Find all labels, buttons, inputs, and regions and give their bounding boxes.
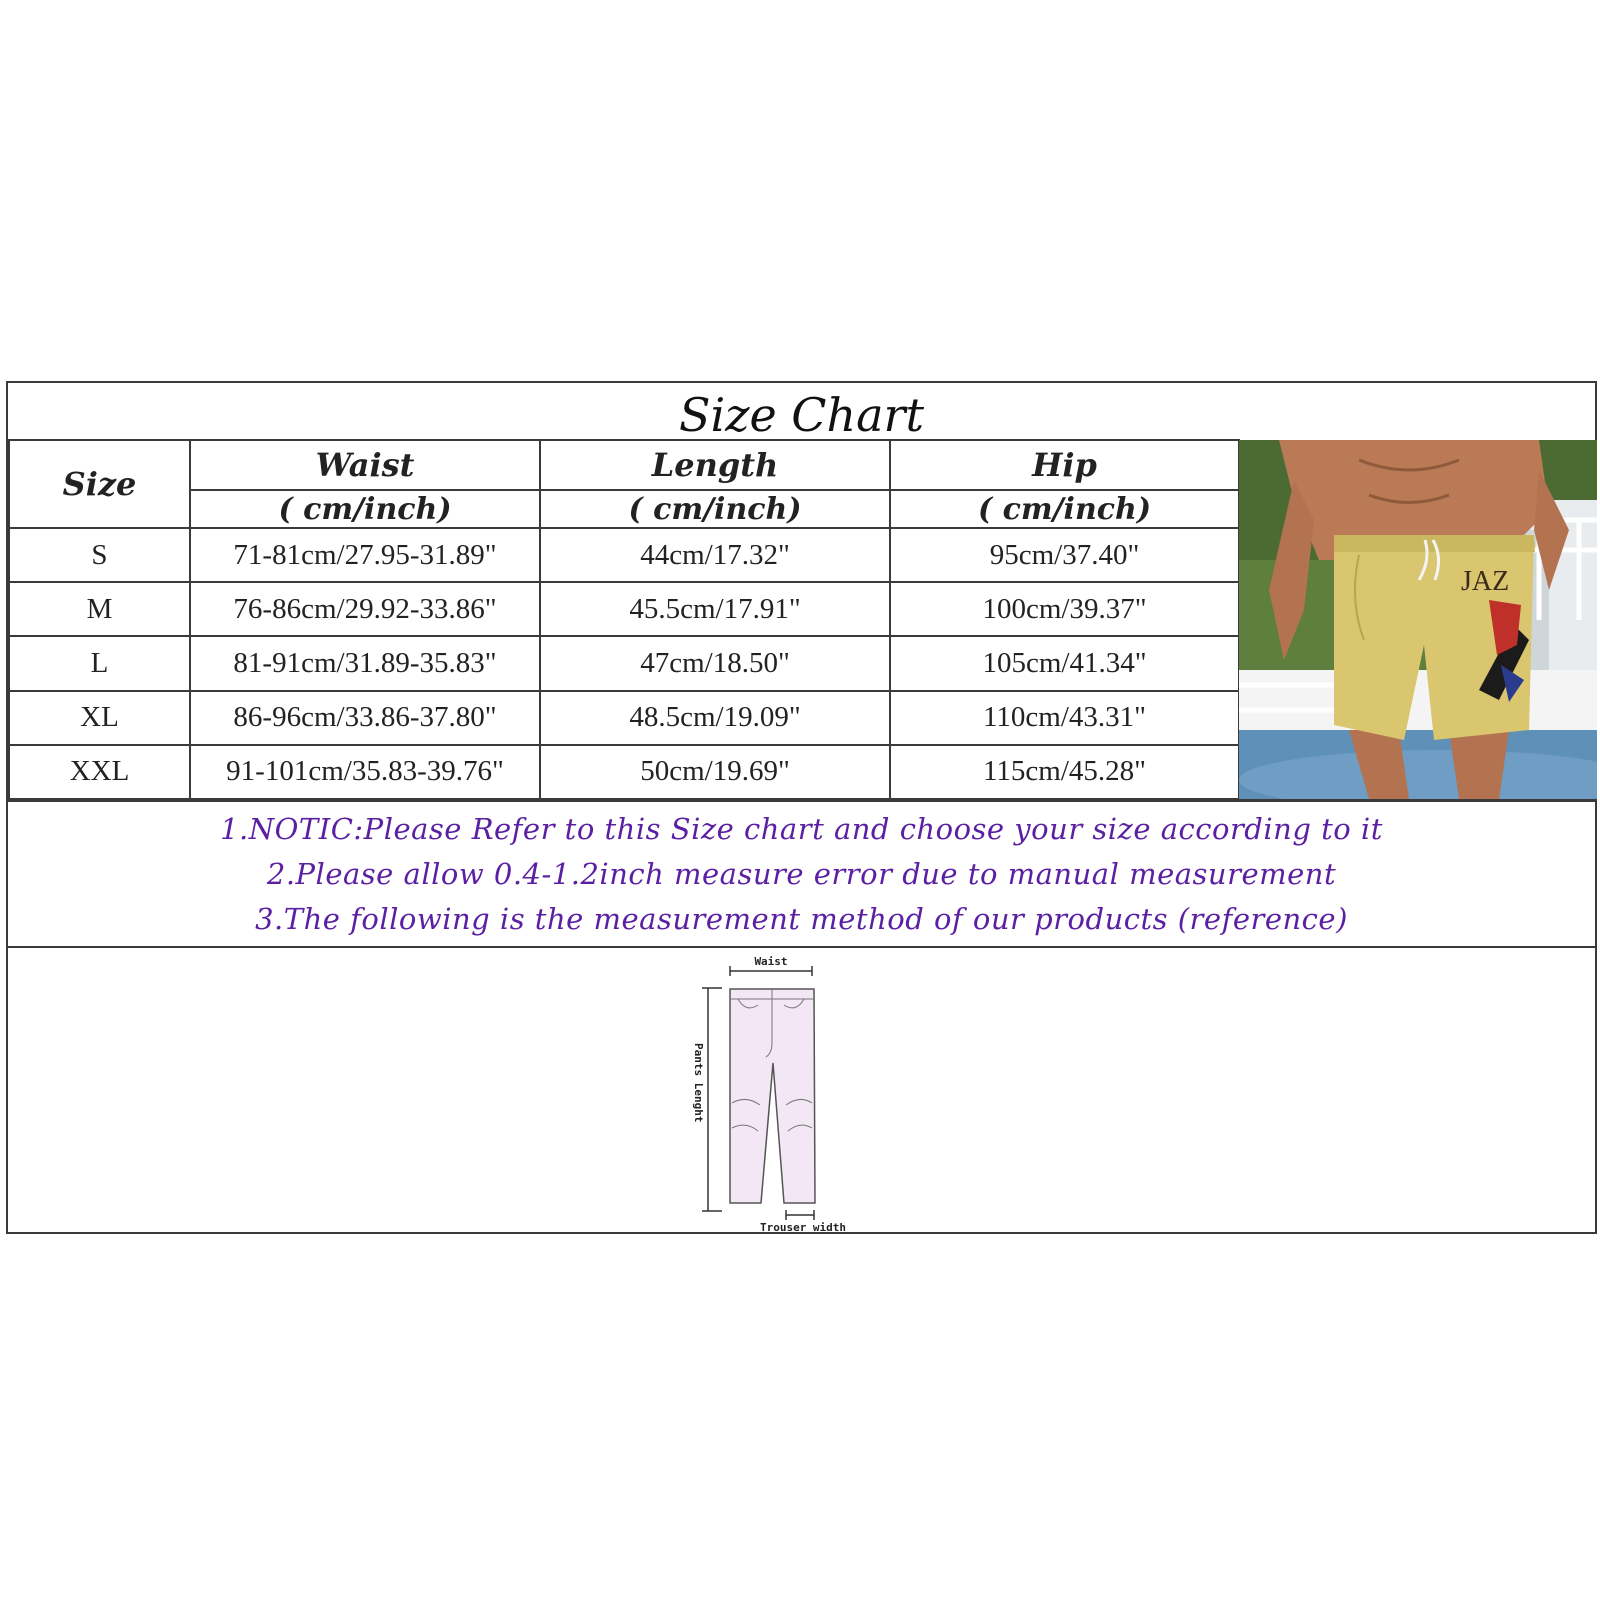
waist-label: Waist <box>754 955 788 968</box>
waist-unit: ( cm/inch) <box>190 490 540 528</box>
hip-unit: ( cm/inch) <box>890 490 1239 528</box>
pants-length-label: Pants Lenght <box>692 1043 705 1123</box>
hip-cell: 100cm/39.37" <box>890 582 1239 636</box>
measurement-diagram <box>688 953 878 1233</box>
waist-cell: 91-101cm/35.83-39.76" <box>190 745 540 799</box>
waist-cell: 76-86cm/29.92-33.86" <box>190 582 540 636</box>
chart-title: Size Chart <box>678 388 925 442</box>
waist-cell: 81-91cm/31.89-35.83" <box>190 636 540 690</box>
note-1: 1.NOTIC:Please Refer to this Size chart and choose your size according to it <box>220 812 1383 846</box>
size-cell: XL <box>9 691 190 745</box>
size-chart <box>6 381 1597 1234</box>
notes-section <box>8 800 1595 948</box>
product-photo <box>1239 440 1597 801</box>
table-row <box>9 528 1239 582</box>
table-row <box>9 691 1239 745</box>
length-cell: 44cm/17.32" <box>540 528 890 582</box>
length-header: Length <box>540 440 890 490</box>
note-3: 3.The following is the measurement method of our products (reference) <box>255 902 1348 936</box>
shorts-print-text: JAZ <box>1461 566 1510 597</box>
length-cell: 48.5cm/19.09" <box>540 691 890 745</box>
length-cell: 50cm/19.69" <box>540 745 890 799</box>
length-cell: 45.5cm/17.91" <box>540 582 890 636</box>
length-cell: 47cm/18.50" <box>540 636 890 690</box>
hip-cell: 105cm/41.34" <box>890 636 1239 690</box>
table-row <box>9 745 1239 799</box>
size-cell: S <box>9 528 190 582</box>
pants-outline-icon <box>688 953 878 1233</box>
size-table <box>8 439 1240 800</box>
trouser-width-label: Trouser width <box>759 1221 847 1233</box>
size-cell: XXL <box>9 745 190 799</box>
table-row <box>9 636 1239 690</box>
hip-cell: 115cm/45.28" <box>890 745 1239 799</box>
waist-cell: 71-81cm/27.95-31.89" <box>190 528 540 582</box>
hip-cell: 95cm/37.40" <box>890 528 1239 582</box>
length-unit: ( cm/inch) <box>540 490 890 528</box>
size-cell: L <box>9 636 190 690</box>
table-row <box>9 582 1239 636</box>
waist-header: Waist <box>190 440 540 490</box>
model-shorts-image <box>1239 440 1597 799</box>
hip-header: Hip <box>890 440 1239 490</box>
size-column-header: Size <box>9 440 190 528</box>
waist-cell: 86-96cm/33.86-37.80" <box>190 691 540 745</box>
note-2: 2.Please allow 0.4-1.2inch measure error due to manual measurement <box>266 857 1337 891</box>
size-cell: M <box>9 582 190 636</box>
hip-cell: 110cm/43.31" <box>890 691 1239 745</box>
